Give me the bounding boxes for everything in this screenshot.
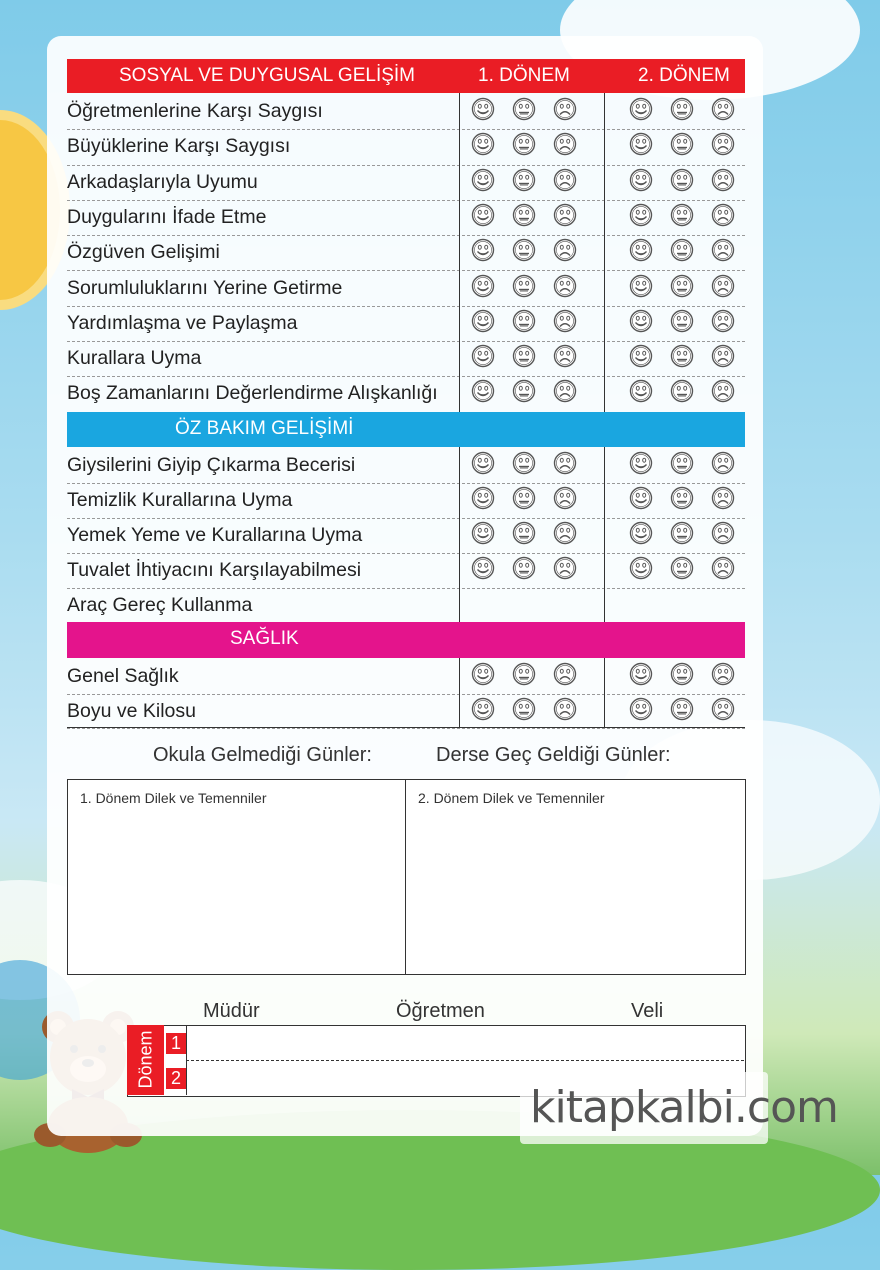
neutral-face-icon[interactable]: [670, 274, 694, 298]
sad-face-icon[interactable]: [553, 274, 577, 298]
health-section-header: [67, 622, 745, 658]
evaluation-row: [67, 553, 745, 589]
teacher-signature-label: Öğretmen: [396, 1000, 485, 1022]
neutral-face-icon[interactable]: [670, 344, 694, 368]
happy-face-icon[interactable]: [629, 697, 653, 721]
sad-face-icon[interactable]: [711, 309, 735, 333]
evaluation-row: [67, 588, 745, 624]
neutral-face-icon[interactable]: [512, 379, 536, 403]
neutral-face-icon[interactable]: [512, 697, 536, 721]
evaluation-row: [67, 376, 745, 412]
evaluation-item-label: Tuvalet İhtiyacını Karşılayabilmesi: [67, 559, 362, 581]
term1-column-header: 1. DÖNEM: [478, 65, 570, 86]
term1-column-divider: [459, 93, 460, 412]
sad-face-icon[interactable]: [553, 132, 577, 156]
happy-face-icon[interactable]: [471, 274, 495, 298]
social-section-title: SOSYAL VE DUYGUSAL GELİŞİM: [119, 65, 416, 86]
happy-face-icon[interactable]: [471, 203, 495, 227]
neutral-face-icon[interactable]: [512, 238, 536, 262]
happy-face-icon[interactable]: [629, 556, 653, 580]
neutral-face-icon[interactable]: [670, 697, 694, 721]
evaluation-row: [67, 306, 745, 342]
sad-face-icon[interactable]: [553, 556, 577, 580]
watermark-text: kitapkalbi.com: [530, 1082, 838, 1133]
sad-face-icon[interactable]: [553, 521, 577, 545]
happy-face-icon[interactable]: [471, 97, 495, 121]
happy-face-icon[interactable]: [471, 451, 495, 475]
sad-face-icon[interactable]: [711, 521, 735, 545]
sad-face-icon[interactable]: [711, 238, 735, 262]
sad-face-icon[interactable]: [553, 662, 577, 686]
evaluation-item-label: Boyu ve Kilosu: [67, 699, 196, 722]
happy-face-icon[interactable]: [471, 238, 495, 262]
signature-row-1[interactable]: [188, 1026, 743, 1059]
evaluation-item-label: Kurallara Uyma: [67, 347, 202, 370]
term-divider: [604, 93, 605, 412]
neutral-face-icon[interactable]: [512, 274, 536, 298]
term1-column-divider: [459, 658, 460, 728]
neutral-face-icon[interactable]: [670, 556, 694, 580]
neutral-face-icon[interactable]: [512, 203, 536, 227]
term-vertical-label: Dönem: [135, 1030, 156, 1089]
evaluation-row: [67, 94, 745, 130]
sad-face-icon[interactable]: [553, 344, 577, 368]
neutral-face-icon[interactable]: [670, 521, 694, 545]
evaluation-item-label: Yemek Yeme ve Kurallarına Uyma: [67, 524, 363, 546]
happy-face-icon[interactable]: [471, 344, 495, 368]
neutral-face-icon[interactable]: [670, 309, 694, 333]
happy-face-icon[interactable]: [629, 132, 653, 156]
watermark-logo: [520, 1072, 838, 1144]
signature-row-number-2: 2: [166, 1068, 186, 1089]
neutral-face-icon[interactable]: [670, 451, 694, 475]
evaluation-row: [67, 694, 745, 730]
neutral-face-icon[interactable]: [670, 97, 694, 121]
evaluation-item-label: Yardımlaşma ve Paylaşma: [67, 311, 298, 334]
evaluation-row: [67, 165, 745, 201]
happy-face-icon[interactable]: [471, 168, 495, 192]
sad-face-icon[interactable]: [711, 662, 735, 686]
happy-face-icon[interactable]: [471, 521, 495, 545]
neutral-face-icon[interactable]: [512, 97, 536, 121]
sad-face-icon[interactable]: [553, 697, 577, 721]
neutral-face-icon[interactable]: [670, 662, 694, 686]
happy-face-icon[interactable]: [629, 203, 653, 227]
term2-column-header: 2. DÖNEM: [638, 65, 730, 86]
evaluation-row: [67, 448, 745, 484]
term2-wishes-label: 2. Dönem Dilek ve Temenniler: [418, 790, 605, 806]
evaluation-item-label: Büyüklerine Karşı Saygısı: [67, 135, 291, 158]
sad-face-icon[interactable]: [553, 97, 577, 121]
sad-face-icon[interactable]: [711, 274, 735, 298]
happy-face-icon[interactable]: [471, 309, 495, 333]
sad-face-icon[interactable]: [553, 379, 577, 403]
happy-face-icon[interactable]: [471, 486, 495, 510]
happy-face-icon[interactable]: [471, 132, 495, 156]
sad-face-icon[interactable]: [553, 451, 577, 475]
sad-face-icon[interactable]: [711, 379, 735, 403]
term2-wishes-box[interactable]: [405, 779, 746, 975]
term-label-column: [127, 1025, 164, 1095]
term1-column-divider: [459, 447, 460, 622]
evaluation-item-label: Özgüven Gelişimi: [67, 241, 220, 264]
selfcare-section-header: [67, 412, 745, 447]
evaluation-row: [67, 200, 745, 236]
evaluation-item-label: Boş Zamanlarını Değerlendirme Alışkanlığı: [67, 382, 438, 405]
happy-face-icon[interactable]: [629, 344, 653, 368]
term-divider: [604, 447, 605, 622]
absent-days-label: Okula Gelmediği Günler:: [153, 744, 372, 766]
happy-face-icon[interactable]: [471, 556, 495, 580]
neutral-face-icon[interactable]: [670, 132, 694, 156]
sad-face-icon[interactable]: [711, 697, 735, 721]
health-section-title: SAĞLIK: [230, 628, 299, 649]
neutral-face-icon[interactable]: [512, 344, 536, 368]
evaluation-item-label: Giysilerini Giyip Çıkarma Becerisi: [67, 454, 356, 476]
evaluation-item-label: Öğretmenlerine Karşı Saygısı: [67, 100, 323, 122]
happy-face-icon[interactable]: [629, 451, 653, 475]
happy-face-icon[interactable]: [629, 521, 653, 545]
happy-face-icon[interactable]: [629, 274, 653, 298]
evaluation-item-label: Sorumluluklarını Yerine Getirme: [67, 276, 343, 299]
evaluation-item-label: Araç Gereç Kullanma: [67, 594, 253, 616]
evaluation-row: [67, 271, 745, 307]
happy-face-icon[interactable]: [629, 309, 653, 333]
happy-face-icon[interactable]: [629, 238, 653, 262]
selfcare-section-title: ÖZ BAKIM GELİŞİMİ: [175, 418, 354, 439]
neutral-face-icon[interactable]: [512, 132, 536, 156]
neutral-face-icon[interactable]: [512, 556, 536, 580]
neutral-face-icon[interactable]: [670, 238, 694, 262]
term1-wishes-box[interactable]: [67, 779, 407, 975]
happy-face-icon[interactable]: [629, 379, 653, 403]
sad-face-icon[interactable]: [711, 168, 735, 192]
sad-face-icon[interactable]: [553, 203, 577, 227]
term-divider: [604, 658, 605, 728]
neutral-face-icon[interactable]: [670, 486, 694, 510]
happy-face-icon[interactable]: [629, 662, 653, 686]
evaluation-row: [67, 235, 745, 271]
neutral-face-icon[interactable]: [512, 662, 536, 686]
sad-face-icon[interactable]: [711, 451, 735, 475]
sad-face-icon[interactable]: [553, 486, 577, 510]
neutral-face-icon[interactable]: [512, 451, 536, 475]
happy-face-icon[interactable]: [629, 97, 653, 121]
neutral-face-icon[interactable]: [670, 379, 694, 403]
sad-face-icon[interactable]: [711, 97, 735, 121]
sad-face-icon[interactable]: [553, 168, 577, 192]
evaluation-item-label: Duygularını İfade Etme: [67, 205, 267, 228]
happy-face-icon[interactable]: [629, 168, 653, 192]
neutral-face-icon[interactable]: [670, 168, 694, 192]
neutral-face-icon[interactable]: [512, 309, 536, 333]
happy-face-icon[interactable]: [471, 697, 495, 721]
sad-face-icon[interactable]: [553, 238, 577, 262]
evaluation-item-label: Temizlik Kurallarına Uyma: [67, 489, 293, 511]
evaluation-row: [67, 341, 745, 377]
neutral-face-icon[interactable]: [670, 203, 694, 227]
evaluation-item-label: Genel Sağlık: [67, 665, 179, 687]
neutral-face-icon[interactable]: [512, 486, 536, 510]
evaluation-item-label: Arkadaşlarıyla Uyumu: [67, 170, 258, 193]
late-days-label: Derse Geç Geldiği Günler:: [436, 744, 671, 766]
sad-face-icon[interactable]: [711, 203, 735, 227]
signature-row-number-1: 1: [166, 1033, 186, 1054]
sad-face-icon[interactable]: [711, 132, 735, 156]
sad-face-icon[interactable]: [711, 556, 735, 580]
happy-face-icon[interactable]: [629, 486, 653, 510]
term1-wishes-label: 1. Dönem Dilek ve Temenniler: [80, 790, 267, 806]
sad-face-icon[interactable]: [711, 344, 735, 368]
evaluation-row: [67, 659, 745, 695]
neutral-face-icon[interactable]: [512, 168, 536, 192]
happy-face-icon[interactable]: [471, 662, 495, 686]
evaluation-row: [67, 129, 745, 165]
parent-signature-label: Veli: [631, 1000, 664, 1022]
happy-face-icon[interactable]: [471, 379, 495, 403]
sad-face-icon[interactable]: [553, 309, 577, 333]
social-section-header: [67, 59, 745, 93]
neutral-face-icon[interactable]: [512, 521, 536, 545]
evaluation-row: [67, 518, 745, 554]
evaluation-row: [67, 483, 745, 519]
sad-face-icon[interactable]: [711, 486, 735, 510]
principal-signature-label: Müdür: [203, 1000, 260, 1022]
table-bottom-border: [67, 727, 745, 728]
